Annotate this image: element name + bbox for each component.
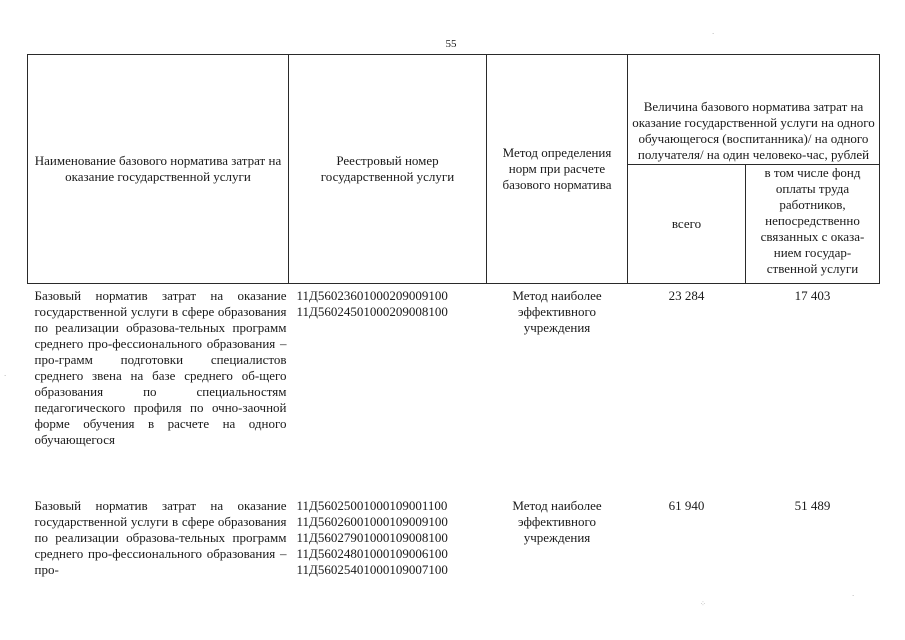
registry-number: 11Д56027901000109008100 bbox=[296, 530, 448, 545]
method-cell: Метод наиболее эффективного учреждения bbox=[512, 498, 602, 545]
table-row bbox=[28, 494, 880, 578]
header-total: всего bbox=[628, 165, 746, 284]
service-name-cell: Базовый норматив затрат на оказание государственной услуги в сфере образования по реализации образова-тельных программ среднего про-фессионального образования – про- bbox=[34, 498, 287, 577]
registry-number: 11Д56025401000109007100 bbox=[296, 562, 448, 577]
scan-speck: · bbox=[852, 592, 855, 600]
header-norm-value: Величина базового норматива затрат на оказание государственной услуги на одного обучающегося (воспитанника)/ на одного получателя/ на один человеко-час, рублей bbox=[628, 55, 880, 165]
registry-number-cell bbox=[289, 494, 487, 578]
registry-number: 11Д56026001000109009100 bbox=[296, 514, 448, 529]
page-number: 55 bbox=[445, 38, 457, 50]
method-cell: Метод наиболее эффективного учреждения bbox=[512, 288, 602, 335]
service-name-cell: Базовый норматив затрат на оказание государственной услуги в сфере образования по реализации образова-тельных программ среднего про-фессионального образования – про-грамм подготовки специалистов среднего звена на базе среднего об-щего образования по специальностям педагогического профиля по очно-заочной форме обучения в расчете на одного обучающегося bbox=[34, 288, 287, 447]
header-method: Метод определения норм при расчете базового норматива bbox=[487, 55, 628, 284]
table-row bbox=[28, 284, 880, 495]
scan-speck: · bbox=[712, 30, 715, 38]
total-cell: 61 940 bbox=[668, 498, 705, 513]
registry-number: 11Д56023601000209009100 bbox=[296, 288, 448, 303]
table-header bbox=[28, 55, 880, 284]
total-cell: 23 284 bbox=[668, 288, 705, 303]
cost-norm-table bbox=[27, 54, 880, 578]
scan-speck: · bbox=[4, 372, 7, 380]
header-registry-number: Реестровый номер государственной услуги bbox=[289, 55, 487, 284]
scan-speck: ⁘ bbox=[700, 600, 706, 608]
registry-number-cell bbox=[289, 284, 487, 495]
header-labor-fund: в том числе фонд оплаты труда работников, непосредственно связанных с оказа-нием государ-ственной услуги bbox=[746, 165, 880, 284]
registry-number: 11Д56024801000109006100 bbox=[296, 546, 448, 561]
labor-fund-cell: 51 489 bbox=[794, 498, 831, 513]
labor-fund-cell: 17 403 bbox=[794, 288, 831, 303]
registry-number: 11Д56025001000109001100 bbox=[296, 498, 448, 513]
registry-number: 11Д56024501000209008100 bbox=[296, 304, 448, 319]
header-service-name: Наименование базового норматива затрат на оказание государственной услуги bbox=[28, 55, 289, 284]
